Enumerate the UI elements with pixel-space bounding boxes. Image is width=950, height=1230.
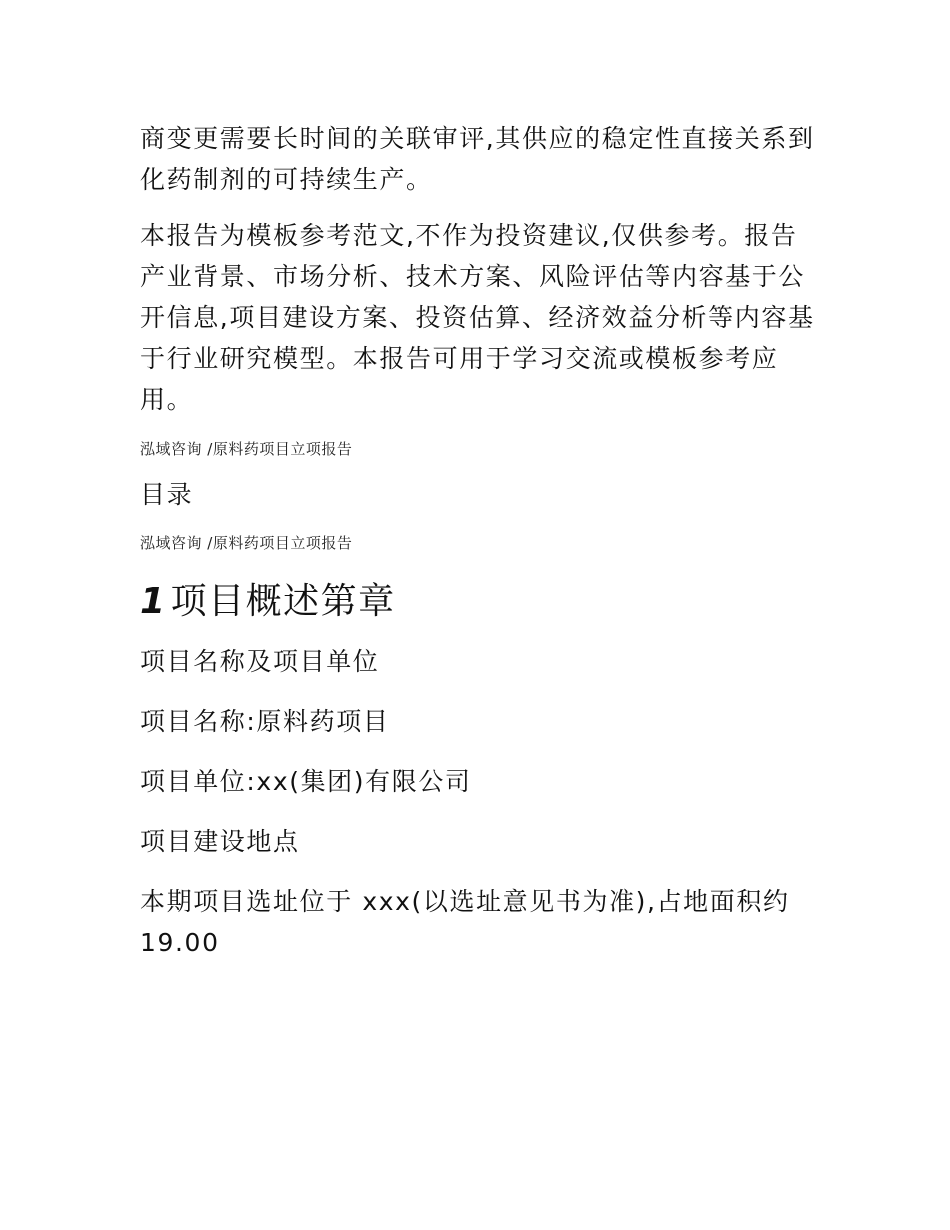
- chapter-heading: [140, 577, 820, 627]
- location-paragraph: 本期项目选址位于 xxx(以选址意见书为准),占地面积约 19.00: [140, 887, 790, 957]
- running-header-note-2: 泓域咨询 /原料药项目立项报告: [140, 534, 353, 552]
- section-heading-name-unit: 项目名称及项目单位: [140, 647, 380, 676]
- table-of-contents-title: 目录: [140, 480, 194, 509]
- project-unit-line: 项目单位:xx(集团)有限公司: [140, 767, 472, 796]
- running-header-note: 泓域咨询 /原料药项目立项报告: [140, 440, 353, 458]
- chapter-title: 项目概述第章: [170, 581, 396, 622]
- chapter-number: 1: [140, 581, 167, 622]
- section-heading-location: 项目建设地点: [140, 827, 300, 856]
- body-paragraph-1: 商变更需要长时间的关联审评,其供应的稳定性直接关系到化药制剂的可持续生产。: [140, 124, 815, 194]
- project-name-line: 项目名称:原料药项目: [140, 707, 390, 736]
- disclaimer-paragraph: 本报告为模板参考范文,不作为投资建议,仅供参考。报告产业背景、市场分析、技术方案、风险评估等内容基于公开信息,项目建设方案、投资估算、经济效益分析等内容基于行业研究模型。本报告可用于学习交流或模板参考应用。: [140, 221, 815, 414]
- document-page: [140, 118, 820, 963]
